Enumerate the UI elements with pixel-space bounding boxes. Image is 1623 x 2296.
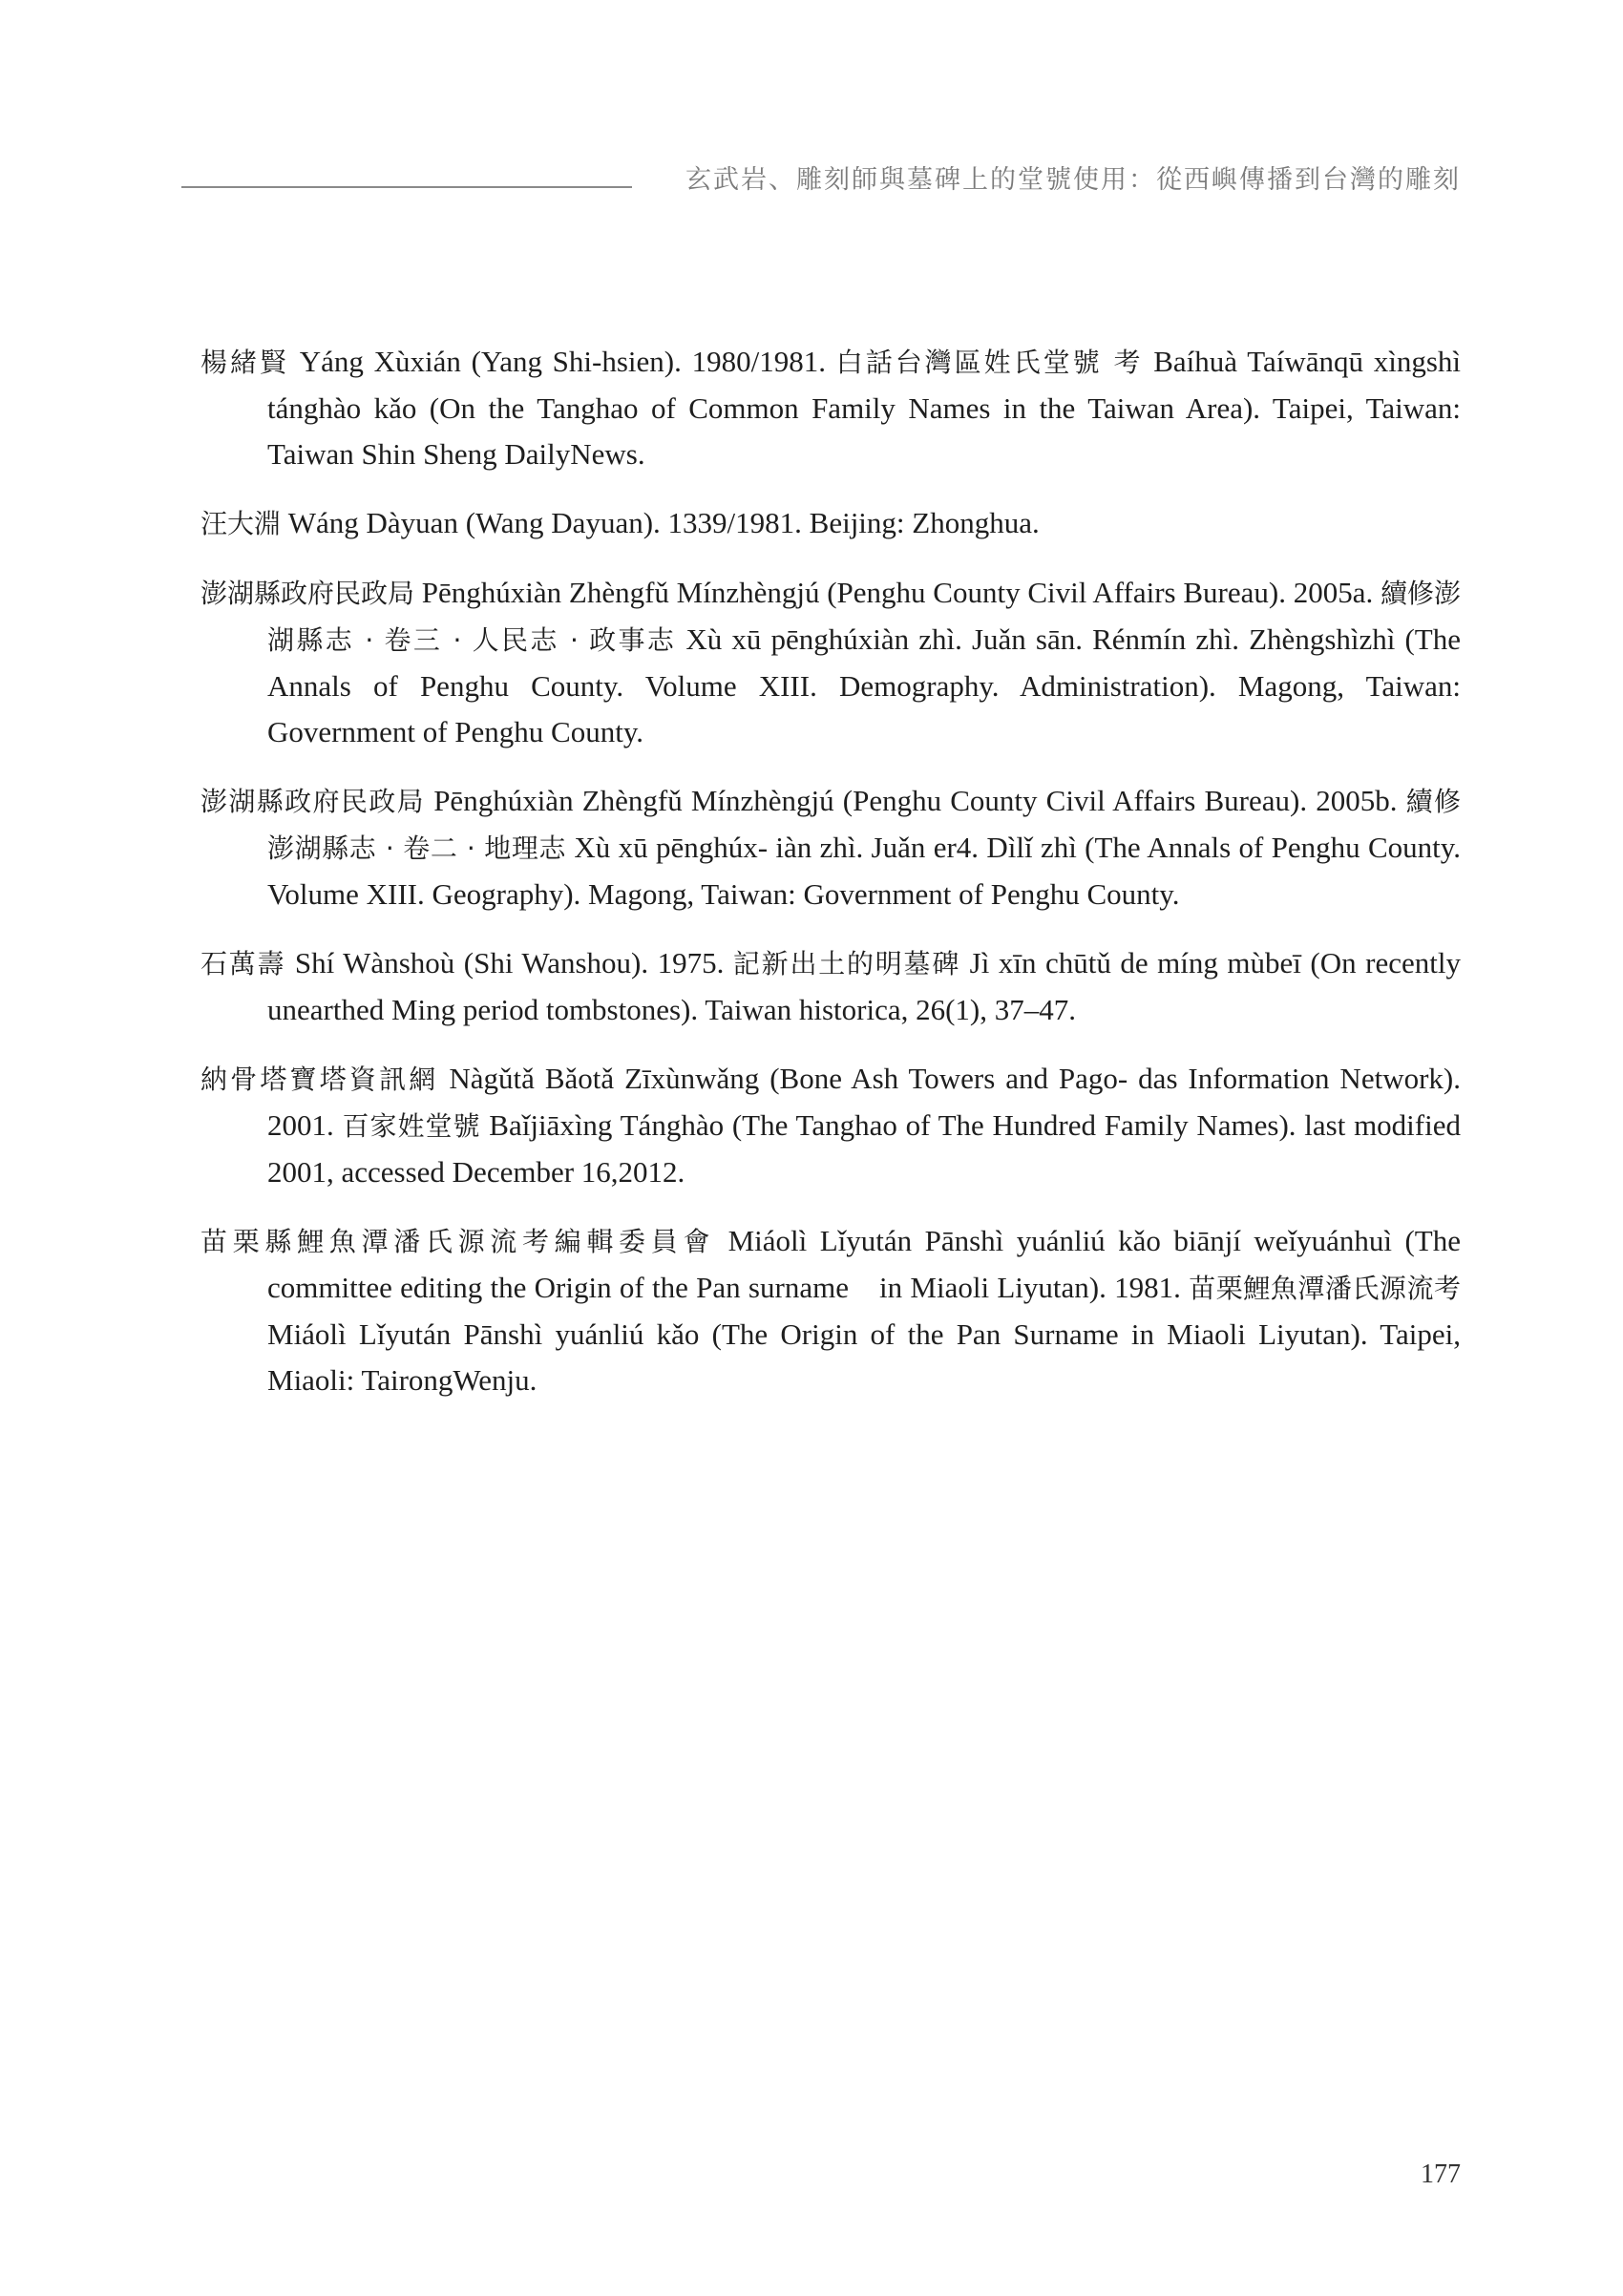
- reference-title-chinese: 百家姓堂號: [342, 1110, 481, 1142]
- reference-author-chinese: 澎湖縣政府民政局: [200, 578, 415, 609]
- running-header: [181, 143, 1461, 200]
- reference-text: Shí Wànshoù (Shi Wanshou). 1975.: [285, 946, 733, 979]
- reference-title-chinese: 續修澎湖縣志 · 卷二 · 地理志: [267, 786, 1461, 864]
- reference-author-chinese: 汪大淵: [200, 508, 282, 539]
- reference-title-chinese: 苗栗鯉魚潭潘氏源流考: [1189, 1273, 1461, 1304]
- reference-title-chinese: 白話台灣區姓氏堂號 考: [835, 347, 1144, 378]
- reference-text: Miáolì Lǐyután Pānshì yuánliú kǎo biānjí weǐyuánhuì (The committee editing the Origin of the Pan surname in Miaoli Liyutan). 1981.: [267, 1224, 1461, 1304]
- reference-text: Baíhuà Taíwānqū xìngshì tánghào kǎo (On the Tanghao of Common Family Names in the Taiwan Area). Taipei, Taiwan: Taiwan Shin Sheng DailyNews.: [267, 345, 1462, 471]
- reference-entry: [200, 500, 1461, 547]
- reference-entry: [200, 570, 1461, 755]
- reference-text: Baǐjiāxìng Tánghào (The Tanghao of The Hundred Family Names). last modified 2001, accessed December 16,2012.: [267, 1108, 1461, 1189]
- reference-text: Miáolì Lǐyután Pānshì yuánliú kǎo (The Origin of the Pan Surname in Miaoli Liyutan). Taipei, Miaoli: TairongWenju.: [267, 1317, 1461, 1397]
- reference-title-chinese: 記新出土的明墓碑: [732, 948, 961, 979]
- reference-text: Jì xīn chūtǔ de míng mùbeī (On recently unearthed Ming period tombstones). Taiwan historica, 26(1), 37–47.: [267, 946, 1461, 1026]
- reference-author-chinese: 楊緒賢: [200, 347, 289, 378]
- reference-text: Nàgǔtǎ Bǎotǎ Zīxùnwǎng (Bone Ash Towers and Pago- das Information Network). 2001.: [267, 1062, 1461, 1142]
- page-number: 177: [1421, 2159, 1461, 2189]
- reference-entry: [200, 1056, 1461, 1195]
- reference-text: Xù xū pēnghúxiàn zhì. Juǎn sān. Rénmín zhì. Zhèngshìzhì (The Annals of Penghu County. Volume XIII. Demography. Administration). Magong, Taiwan: Government of Penghu County.: [267, 622, 1461, 748]
- reference-author-chinese: 澎湖縣政府民政局: [200, 786, 426, 817]
- reference-author-chinese: 苗栗縣鯉魚潭潘氏源流考編輯委員會: [200, 1226, 716, 1257]
- reference-entry: [200, 778, 1461, 917]
- reference-text: Xù xū pēnghúx- iàn zhì. Juǎn er4. Dìlǐ zhì (The Annals of Penghu County. Volume XIII. Geography). Magong, Taiwan: Government of Penghu County.: [267, 831, 1462, 911]
- reference-title-chinese: 續修澎湖縣志 · 卷三 · 人民志 · 政事志: [267, 578, 1461, 656]
- reference-text: Pēnghúxiàn Zhèngfǔ Mínzhèngjú (Penghu County Civil Affairs Bureau). 2005b.: [425, 784, 1406, 817]
- reference-entry: [200, 1218, 1461, 1403]
- running-header-title: 玄武岩、雕刻師與墓碑上的堂號使用：從西嶼傳播到台灣的雕刻: [685, 165, 1461, 195]
- reference-entry: [200, 940, 1461, 1033]
- reference-text: Yáng Xùxián (Yang Shi-hsien). 1980/1981.: [288, 345, 836, 378]
- reference-author-chinese: 納骨塔寶塔資訊網: [200, 1064, 439, 1095]
- reference-text: Pēnghúxiàn Zhèngfǔ Mínzhèngjú (Penghu County Civil Affairs Bureau). 2005a.: [414, 576, 1381, 609]
- reference-text: Wáng Dàyuan (Wang Dayuan). 1339/1981. Beijing: Zhonghua.: [281, 506, 1040, 539]
- header-rule: [181, 186, 632, 188]
- reference-author-chinese: 石萬壽: [200, 948, 286, 979]
- reference-entry: [200, 339, 1461, 477]
- reference-list: [200, 339, 1461, 1426]
